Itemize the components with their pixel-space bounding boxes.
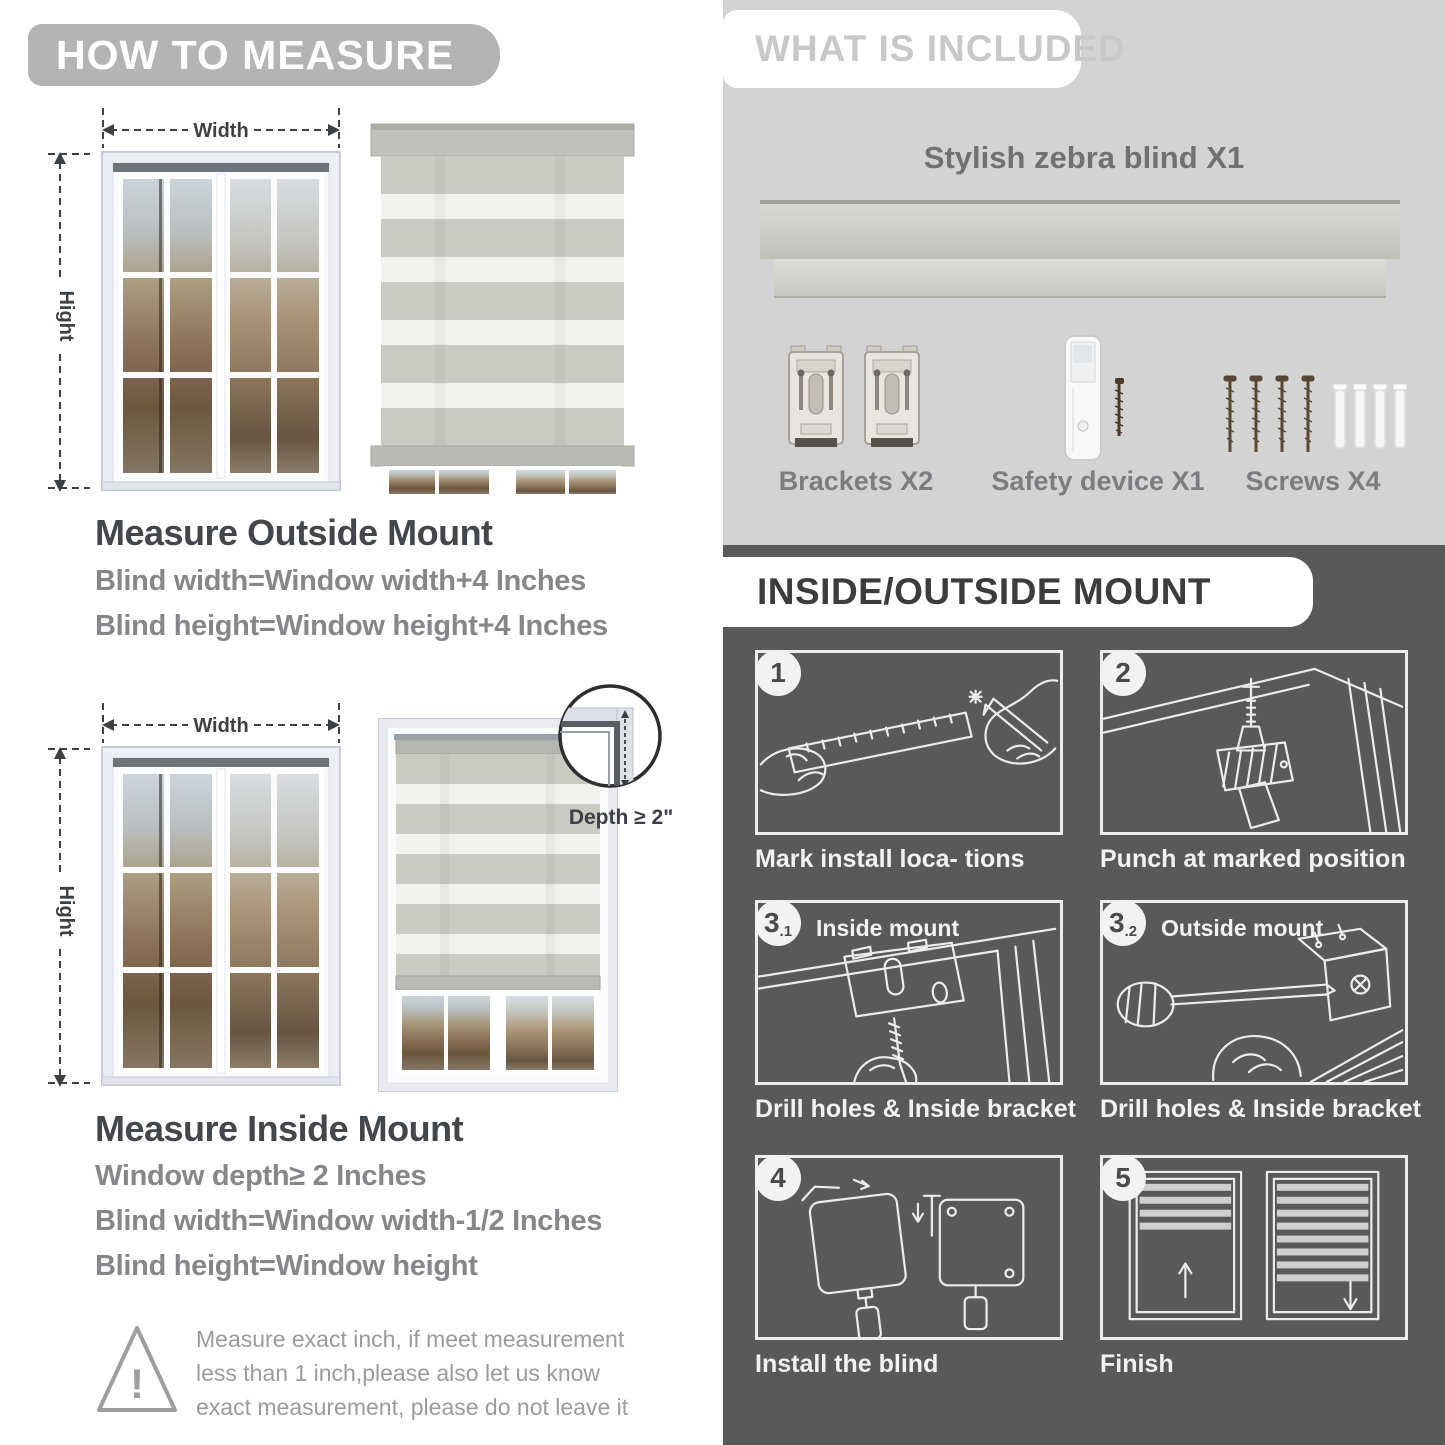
rail-bottom-bar bbox=[774, 259, 1386, 298]
step5-finish-illustration bbox=[1103, 1158, 1405, 1337]
height-label: Hight bbox=[55, 885, 77, 937]
step-5 bbox=[1100, 1155, 1408, 1379]
inside-formula-width: Blind width=Window width-1/2 Inches bbox=[95, 1205, 603, 1237]
mount-section bbox=[723, 545, 1445, 1445]
step-number-badge: 3 .2 bbox=[1100, 900, 1146, 946]
warning-triangle-icon bbox=[92, 1318, 182, 1423]
step-3-2 bbox=[1100, 900, 1421, 1124]
step-3-1-panel bbox=[755, 900, 1063, 1085]
step-caption: Drill holes & Inside bracket bbox=[1100, 1095, 1421, 1123]
step-number-badge: 4 bbox=[755, 1155, 801, 1201]
step-number-badge: 3 .1 bbox=[755, 900, 801, 946]
brackets-label: Brackets X2 bbox=[778, 466, 934, 496]
step-number-badge: 5 bbox=[1100, 1155, 1146, 1201]
rail-top-bar bbox=[760, 200, 1400, 259]
what-is-included-title: WHAT IS INCLUDED bbox=[755, 28, 1126, 69]
width-label: Width bbox=[193, 715, 249, 737]
how-to-measure-header bbox=[28, 24, 500, 86]
blind-stripe-fills bbox=[1140, 1184, 1369, 1281]
step-4 bbox=[755, 1155, 1063, 1379]
step-1-panel bbox=[755, 650, 1063, 835]
inside-formula-depth: Window depth≥ 2 Inches bbox=[95, 1160, 427, 1192]
outside-formula-height: Blind height=Window height+4 Inches bbox=[95, 610, 608, 642]
step-2 bbox=[1100, 650, 1408, 874]
step-3-1 bbox=[755, 900, 1076, 1124]
how-to-measure-title: HOW TO MEASURE bbox=[56, 31, 455, 78]
blind-stripes bbox=[381, 156, 624, 446]
step-number-badge: 2 bbox=[1100, 650, 1146, 696]
screws-label: Screws X4 bbox=[1245, 466, 1381, 496]
step-caption: Install the blind bbox=[755, 1350, 939, 1378]
depth-label: Depth ≥ 2" bbox=[568, 806, 674, 829]
bracket-icon bbox=[859, 340, 925, 458]
what-is-included-section bbox=[723, 0, 1445, 545]
mount-header bbox=[723, 557, 1313, 627]
product-title: Stylish zebra blind X1 bbox=[923, 140, 1245, 175]
inside-formula-height: Blind height=Window height bbox=[95, 1250, 478, 1282]
wall-anchors bbox=[1333, 384, 1407, 448]
step4-install-illustration bbox=[758, 1158, 1060, 1337]
mount-header-title: INSIDE/OUTSIDE MOUNT bbox=[757, 571, 1212, 612]
right-column bbox=[723, 0, 1445, 1445]
step-number-badge: 1 bbox=[755, 650, 801, 696]
outside-mount-title: Measure Outside Mount bbox=[95, 512, 493, 553]
safety-device-label: Safety device X1 bbox=[991, 466, 1205, 496]
inside-mount-title: Measure Inside Mount bbox=[95, 1108, 464, 1149]
step-5-panel bbox=[1100, 1155, 1408, 1340]
exclamation-glyph: ! bbox=[130, 1360, 144, 1407]
step-panel-title: Inside mount bbox=[816, 915, 960, 941]
safety-device-icon bbox=[1053, 332, 1137, 464]
step2-drill-illustration bbox=[1103, 653, 1405, 832]
window-illustration-outside bbox=[40, 100, 350, 500]
screws-icon bbox=[1218, 372, 1408, 464]
measure-warning-text: Measure exact inch, if meet measurement less than 1 inch,please also let us know exact measurement, please do not leave it bbox=[196, 1326, 629, 1420]
step1-mark-illustration bbox=[758, 653, 1060, 832]
outside-formula-width: Blind width=Window width+4 Inches bbox=[95, 565, 586, 597]
step-caption: Punch at marked position bbox=[1100, 845, 1406, 873]
step-3-2-panel bbox=[1100, 900, 1408, 1085]
blind-rail-image bbox=[760, 200, 1400, 298]
zebra-blind-illustration-outside bbox=[365, 118, 640, 498]
window-below-blind bbox=[396, 990, 600, 1074]
step-panel-title: Outside mount bbox=[1161, 915, 1324, 941]
width-label: Width bbox=[193, 120, 249, 142]
step-4-panel bbox=[755, 1155, 1063, 1340]
step-caption: Mark install loca- tions bbox=[755, 845, 1025, 873]
window-illustration-inside bbox=[40, 695, 350, 1095]
step-2-panel bbox=[1100, 650, 1408, 835]
window-below-blind bbox=[383, 466, 622, 494]
depth-magnifier-detail bbox=[553, 676, 668, 802]
what-is-included-header bbox=[723, 10, 1126, 88]
bracket-icon bbox=[783, 340, 849, 458]
step-1 bbox=[755, 650, 1063, 874]
height-label: Hight bbox=[55, 290, 77, 342]
step-caption: Finish bbox=[1100, 1350, 1174, 1378]
step-caption: Drill holes & Inside bracket bbox=[755, 1095, 1076, 1123]
